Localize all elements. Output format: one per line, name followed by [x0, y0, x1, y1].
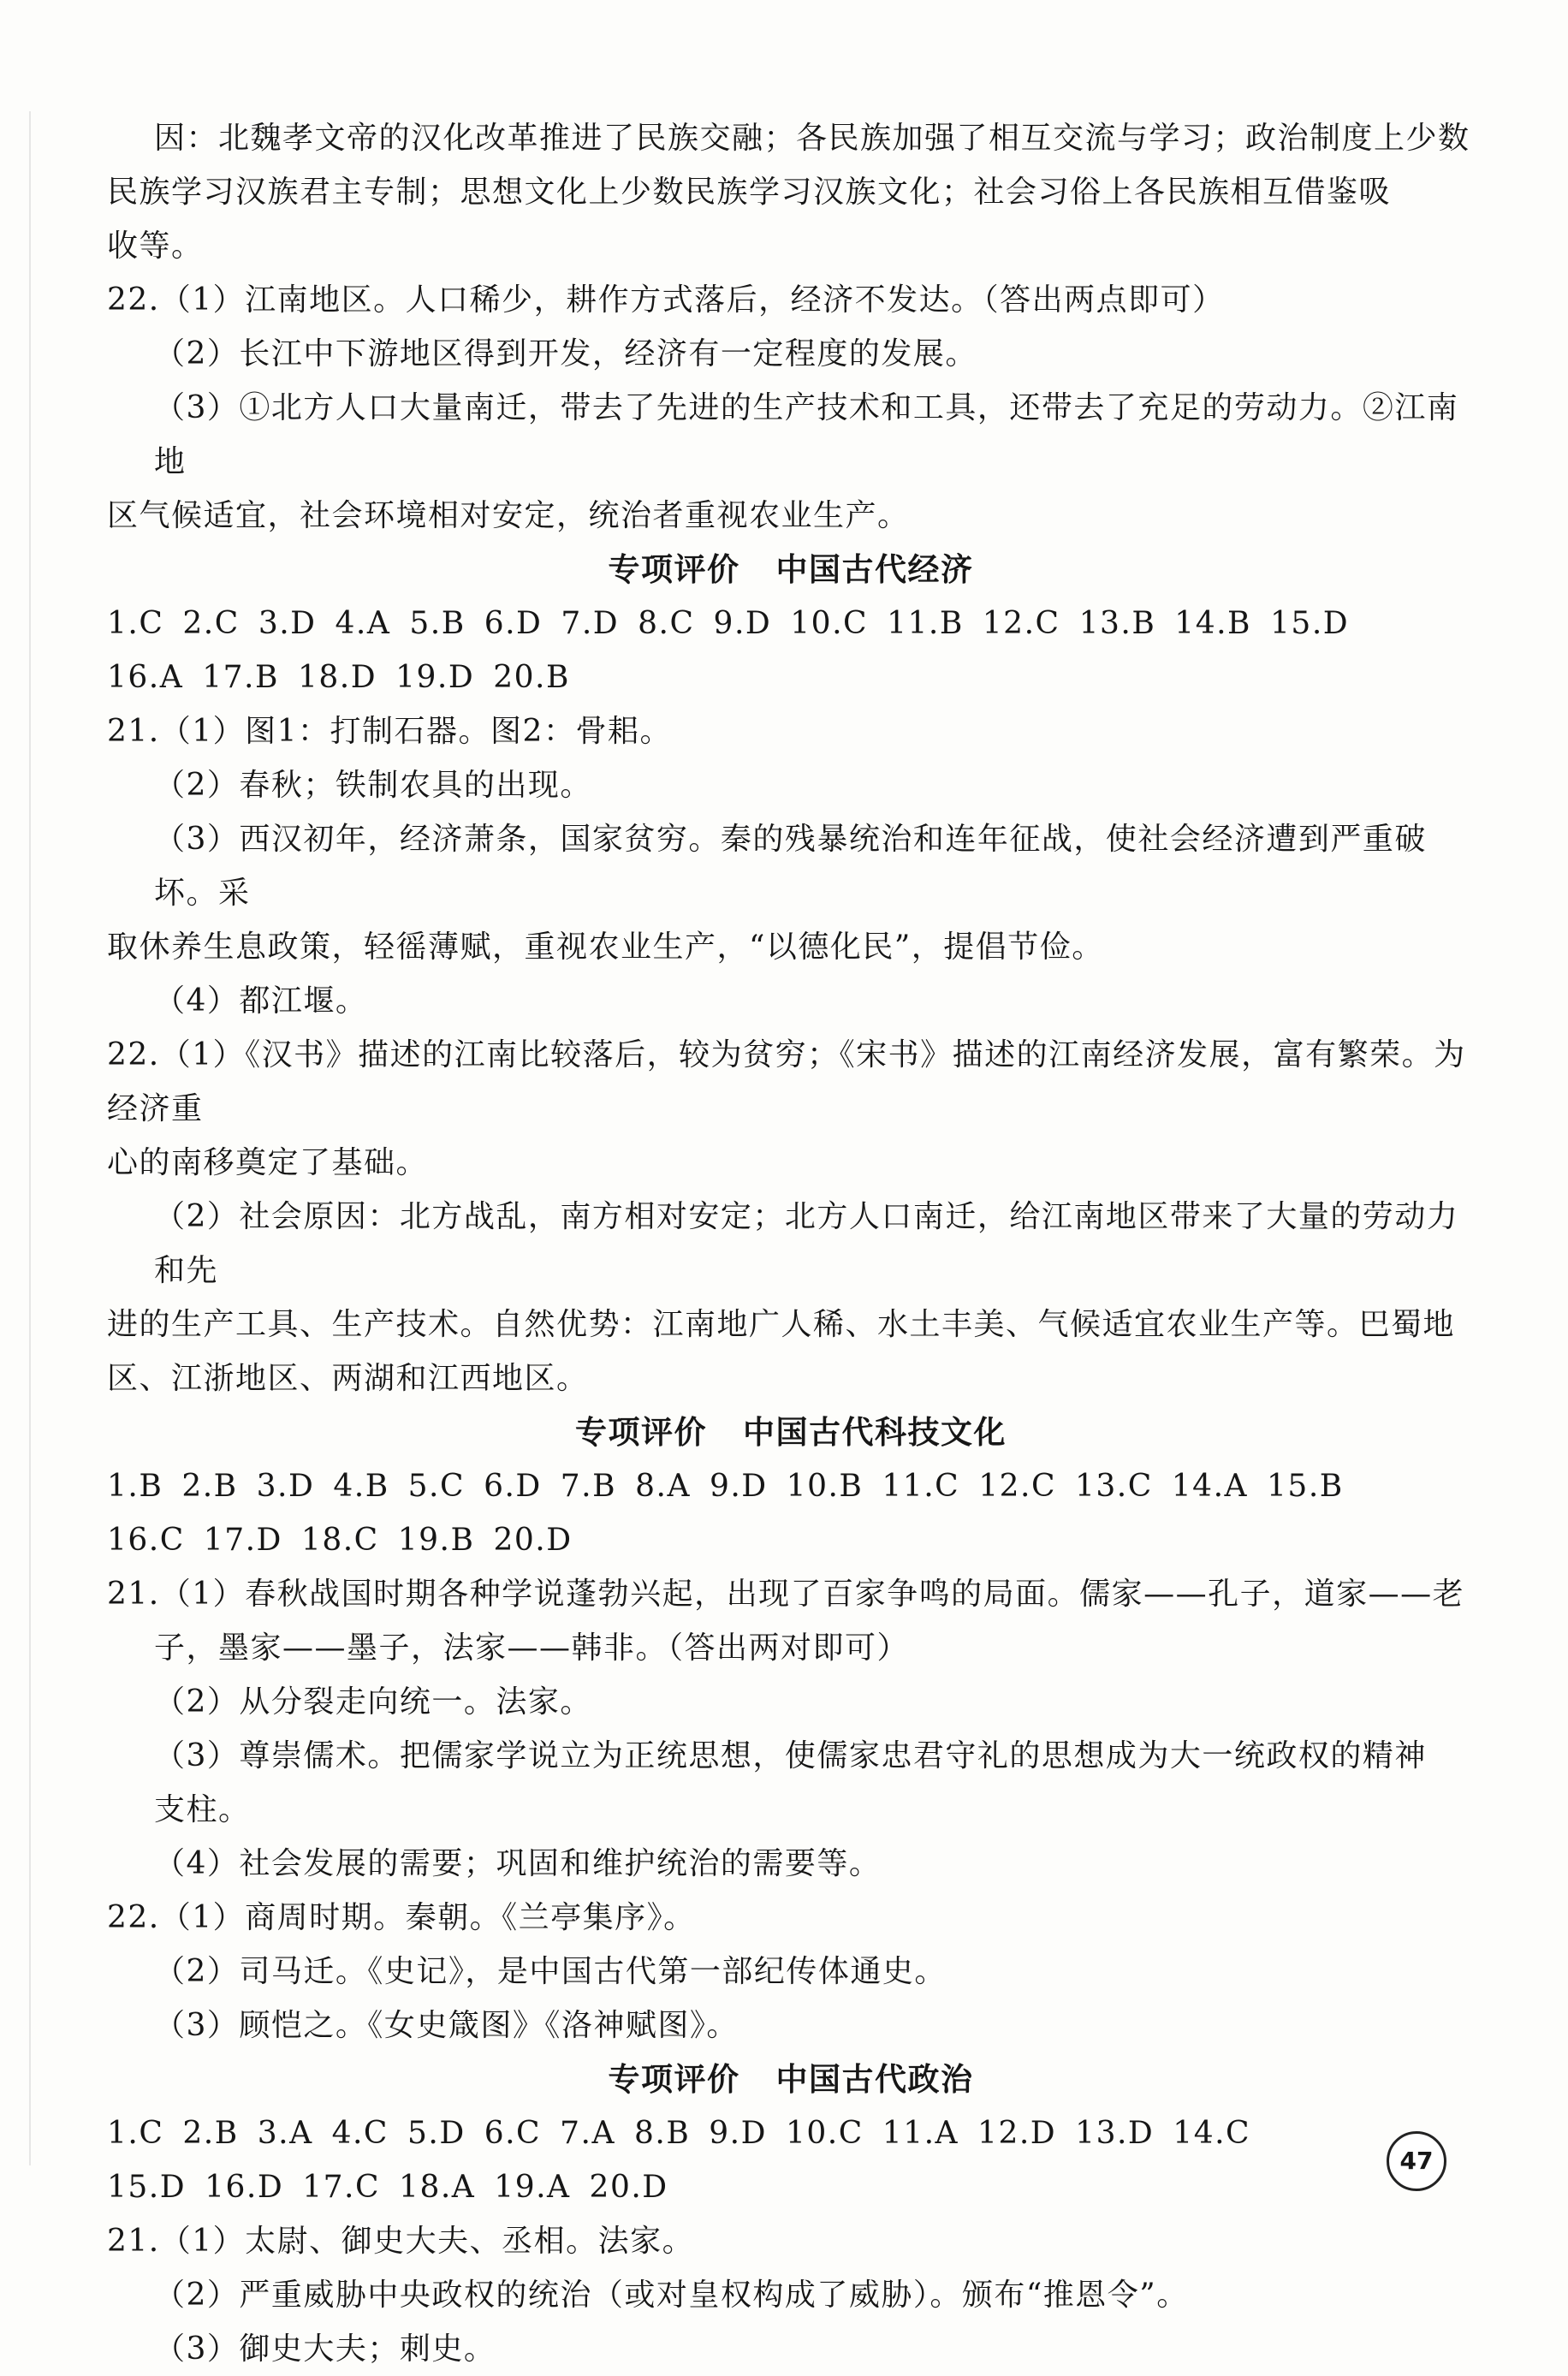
- answer: 9.D: [713, 606, 772, 641]
- answer: 14.A: [1171, 1469, 1249, 1504]
- answer: 15.D: [107, 2170, 187, 2205]
- text-line: （3）尊崇儒术。把儒家学说立为正统思想，使儒家忠君守礼的思想成为大一统政权的精神: [154, 1738, 1427, 1773]
- answer: 2.B: [181, 1469, 238, 1504]
- section-economy: [107, 543, 1475, 1405]
- section-politics: [107, 2052, 1475, 2376]
- answer-row: [107, 597, 1475, 650]
- text-line: （2）长江中下游地区得到开发，经济有一定程度的发展。: [154, 336, 977, 371]
- text-line: 22.（1）《汉书》描述的江南比较落后，较为贫穷；《宋书》描述的江南经济发展，富有繁荣。为经济重: [107, 1037, 1466, 1126]
- section-title-a: 专项评价: [608, 551, 740, 588]
- text-line: 心的南移奠定了基础。: [107, 1145, 429, 1180]
- answer: 17.C: [302, 2170, 381, 2205]
- answer: 20.B: [493, 660, 570, 695]
- answer: 7.B: [560, 1469, 617, 1504]
- answer: 3.D: [256, 1469, 315, 1504]
- answer: 12.C: [982, 606, 1060, 641]
- answer: 16.C: [107, 1523, 185, 1558]
- answer: 8.A: [635, 1469, 691, 1504]
- page-number-badge: 47: [1387, 2131, 1446, 2191]
- answer: 19.A: [494, 2170, 571, 2205]
- answer: 4.B: [333, 1469, 389, 1504]
- section-title: [107, 1405, 1475, 1459]
- text-line: 民族学习汉族君主专制；思想文化上少数民族学习汉族文化；社会习俗上各民族相互借鉴吸: [107, 175, 1392, 210]
- answer: 9.D: [709, 2116, 767, 2151]
- text-line: 21.（1）图1：打制石器。图2：骨耜。: [107, 714, 672, 749]
- answer: 5.B: [409, 606, 466, 641]
- answer: 6.D: [484, 606, 543, 641]
- answer: 15.B: [1267, 1469, 1344, 1504]
- answer: 10.B: [786, 1469, 864, 1504]
- answer-row: [107, 1513, 1475, 1567]
- text-line: 21.（1）太尉、御史大夫、丞相。法家。: [107, 2224, 695, 2259]
- answer: 11.C: [882, 1469, 960, 1504]
- text-line: 子，墨家——墨子，法家——韩非。（答出两对即可）: [154, 1631, 910, 1666]
- answer: 3.D: [258, 606, 317, 641]
- text-line: （4）社会发展的需要；巩固和维护统治的需要等。: [154, 1846, 882, 1881]
- text-line: 22.（1）商周时期。秦朝。《兰亭集序》。: [107, 1900, 696, 1935]
- answer: 2.B: [182, 2116, 239, 2151]
- answer: 11.A: [882, 2116, 959, 2151]
- answer: 15.D: [1270, 606, 1350, 641]
- answer: 2.C: [182, 606, 240, 641]
- answer: 1.C: [107, 2116, 164, 2151]
- text-line: 22.（1）江南地区。人口稀少，耕作方式落后，经济不发达。（答出两点即可）: [107, 282, 1225, 318]
- section-title-a: 专项评价: [575, 1414, 707, 1451]
- answer: 4.C: [331, 2116, 389, 2151]
- answer: 3.A: [257, 2116, 313, 2151]
- answer: 11.B: [887, 606, 964, 641]
- intro-paragraph: [107, 111, 1475, 273]
- text-line: 区气候适宜，社会环境相对安定，统治者重视农业生产。: [107, 498, 910, 533]
- text-line: 收等。: [107, 229, 204, 264]
- text-line: （2）社会原因：北方战乱，南方相对安定；北方人口南迁，给江南地区带来了大量的劳动力和先: [154, 1199, 1459, 1288]
- answer: 14.C: [1173, 2116, 1251, 2151]
- answer: 20.D: [589, 2170, 668, 2205]
- text-line: 进的生产工具、生产技术。自然优势：江南地广人稀、水土丰美、气候适宜农业生产等。巴蜀地: [107, 1307, 1456, 1342]
- answer: 10.C: [790, 606, 869, 641]
- answer: 6.D: [484, 1469, 542, 1504]
- text-line: 区、江浙地区、两湖和江西地区。: [107, 1361, 589, 1396]
- answer: 7.A: [560, 2116, 615, 2151]
- answer-row: [107, 1459, 1475, 1513]
- answer: 13.C: [1074, 1469, 1153, 1504]
- text-line: （2）司马迁。《史记》，是中国古代第一部纪传体通史。: [154, 1954, 947, 1989]
- text-line: 21.（1）春秋战国时期各种学说蓬勃兴起，出现了百家争鸣的局面。儒家——孔子，道家——老: [107, 1577, 1465, 1612]
- section-title-b: 中国古代科技文化: [743, 1414, 1007, 1451]
- answer: 19.D: [395, 660, 475, 695]
- answer: 16.A: [107, 660, 184, 695]
- text-line: 支柱。: [154, 1792, 251, 1827]
- section-title: [107, 543, 1475, 597]
- text-line: （2）春秋；铁制农具的出现。: [154, 768, 592, 803]
- answer: 8.C: [638, 606, 695, 641]
- text-line: 因：北魏孝文帝的汉化改革推进了民族交融；各民族加强了相互交流与学习；政治制度上少数: [154, 121, 1470, 156]
- answer: 18.D: [297, 660, 377, 695]
- answer: 19.B: [397, 1523, 475, 1558]
- answer: 4.A: [335, 606, 391, 641]
- answer: 10.C: [786, 2116, 864, 2151]
- margin-rule: [29, 111, 31, 2165]
- text-line: （2）严重威胁中央政权的统治（或对皇权构成了威胁）。颁布“推恩令”。: [154, 2278, 1189, 2313]
- section-title: [107, 2052, 1475, 2106]
- section-title-a: 专项评价: [608, 2061, 740, 2098]
- answer: 12.C: [978, 1469, 1056, 1504]
- answer: 5.C: [407, 1469, 466, 1504]
- answer: 1.C: [107, 606, 164, 641]
- text-line: （3）西汉初年，经济萧条，国家贫穷。秦的残暴统治和连年征战，使社会经济遭到严重破坏。采: [154, 822, 1427, 911]
- text-line: （4）都江堰。: [154, 983, 368, 1019]
- answer: 7.D: [561, 606, 620, 641]
- answer: 18.A: [399, 2170, 476, 2205]
- text-line: （3）①北方人口大量南迁，带去了先进的生产技术和工具，还带去了充足的劳动力。②江南地: [154, 390, 1459, 479]
- answer: 9.D: [709, 1469, 768, 1504]
- answer: 5.D: [407, 2116, 466, 2151]
- section-title-b: 中国古代经济: [775, 551, 974, 588]
- answer: 16.D: [205, 2170, 284, 2205]
- answer-row: [107, 650, 1475, 704]
- text-line: （3）顾恺之。《女史箴图》《洛神赋图》。: [154, 2008, 739, 2043]
- answer: 6.C: [484, 2116, 542, 2151]
- section-title-b: 中国古代政治: [775, 2061, 974, 2098]
- answer: 14.B: [1174, 606, 1252, 641]
- text-line: 取休养生息政策，轻徭薄赋，重视农业生产，“以德化民”，提倡节俭。: [107, 930, 1104, 965]
- answer-row: [107, 2106, 1475, 2160]
- answer: 18.C: [300, 1523, 379, 1558]
- answer: 20.D: [493, 1523, 573, 1558]
- answer: 13.B: [1078, 606, 1156, 641]
- answer: 12.D: [977, 2116, 1057, 2151]
- answer: 17.B: [202, 660, 279, 695]
- answer: 1.B: [107, 1469, 163, 1504]
- question-22-block: [107, 273, 1475, 543]
- text-line: （2）从分裂走向统一。法家。: [154, 1684, 592, 1720]
- section-science-culture: [107, 1405, 1475, 2052]
- text-line: （3）御史大夫；刺史。: [154, 2331, 496, 2367]
- answer-row: [107, 2160, 1475, 2214]
- answer: 13.D: [1075, 2116, 1155, 2151]
- answer: 8.B: [633, 2116, 691, 2151]
- answer: 17.D: [203, 1523, 282, 1558]
- answer-page: [107, 111, 1475, 2376]
